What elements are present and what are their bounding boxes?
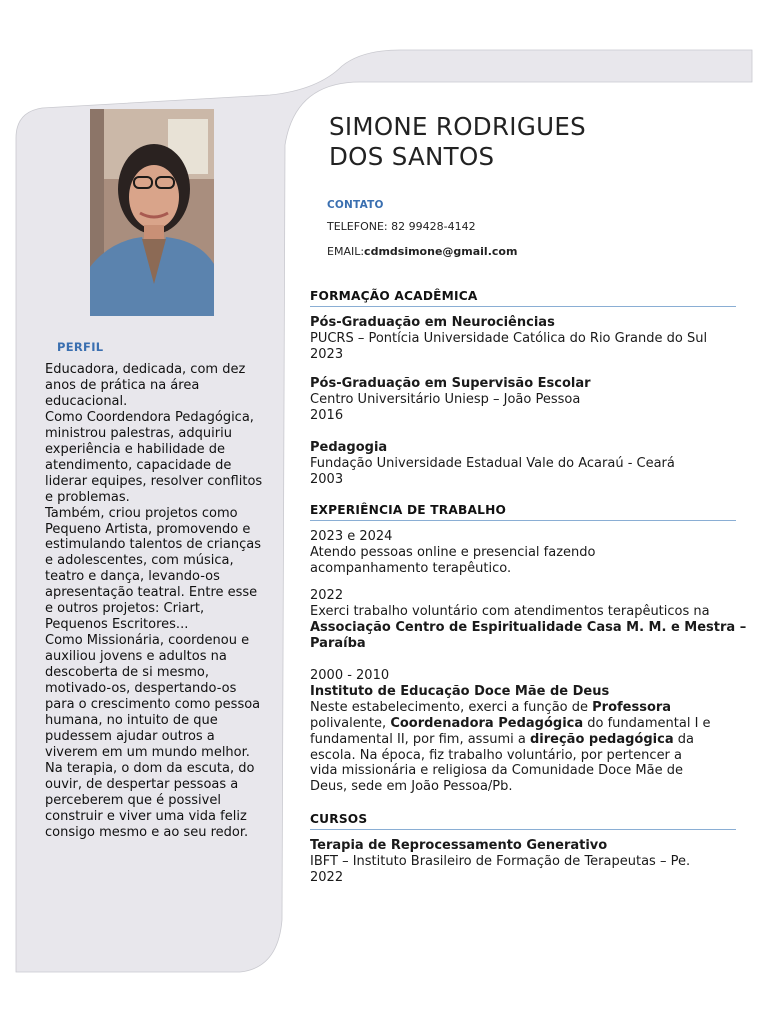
- text-run: do fundamental I e: [583, 715, 711, 731]
- text-run: da: [673, 731, 694, 747]
- description-line: Exerci trabalho voluntário com atendimentos terapêuticos na: [310, 603, 710, 619]
- year: 2003: [310, 471, 344, 487]
- phone-number: TELEFONE: 82 99428-4142: [327, 220, 476, 233]
- institution: PUCRS – Pontícia Universidade Católica do Rio Grande do Sul: [310, 330, 708, 346]
- name-line-1: SIMONE RODRIGUES: [329, 112, 586, 141]
- organization-name: Instituto de Educação Doce Mãe de Deus: [310, 683, 610, 699]
- description-line: [310, 716, 736, 732]
- experience-item: [310, 529, 736, 577]
- description-line: vida missionária e religiosa da Comunidade Doce Mãe de: [310, 763, 683, 779]
- education-item: [310, 315, 736, 363]
- courses-section: [310, 812, 736, 830]
- course-item: [310, 838, 736, 886]
- experience-section: [310, 503, 736, 521]
- description-line: Deus, sede em João Pessoa/Pb.: [310, 779, 513, 795]
- institution: IBFT – Instituto Brasileiro de Formação de Terapeutas – Pe.: [310, 853, 691, 869]
- experience-item: [310, 668, 736, 795]
- profile-paragraph: Na terapia, o dom da escuta, do ouvir, de despertar pessoas a perceberem que é possivel construir e viver uma vida feliz consigo mesmo e ao seu redor.: [45, 760, 255, 840]
- profile-paragraph: Como Coordendora Pedagógica, ministrou palestras, adquiriu experiência e habilidade de atendimento, capacidade de liderar equipes, resolver conflitos e problemas.: [45, 409, 263, 505]
- description-line: [310, 700, 736, 716]
- bold-run: direção pedagógica: [529, 731, 674, 747]
- institution: Fundação Universidade Estadual Vale do Acaraú - Ceará: [310, 455, 675, 471]
- period: 2000 - 2010: [310, 668, 390, 683]
- text-run: Neste estabelecimento, exerci a função de: [310, 699, 593, 715]
- contact-label: CONTATO: [327, 199, 384, 211]
- institution: Centro Universitário Uniesp – João Pessoa: [310, 391, 581, 407]
- text-run: polivalente,: [310, 715, 391, 731]
- period: 2022: [310, 588, 344, 603]
- text-run: fundamental II, por fim, assumi a: [310, 731, 530, 747]
- section-title: EXPERIÊNCIA DE TRABALHO: [310, 503, 736, 521]
- bold-run: Professora: [592, 699, 672, 715]
- profile-paragraph: Educadora, dedicada, com dez anos de prática na área educacional.: [45, 362, 246, 409]
- profile-paragraph: Como Missionária, coordenou e auxiliou jovens e adultos na descoberta de si mesmo, motivado-os, despertando-os para o crescimento como pessoa humana, no intuito de que pudessem ajudar outros a viverem em um mundo melhor.: [45, 633, 261, 760]
- profile-paragraph: Também, criou projetos como Pequeno Artista, promovendo e estimulando talentos de crianças e adolescentes, com música, teatro e dança, levando-os apresentação teatral. Entre esse e outros projetos: Criart, Pequenos Escritores...: [45, 505, 261, 633]
- year: 2023: [310, 346, 344, 362]
- section-title: CURSOS: [310, 812, 736, 830]
- description-line: escola. Na época, fiz trabalho voluntário, por pertencer a: [310, 747, 683, 763]
- candidate-name: [329, 112, 586, 172]
- education-item: [310, 376, 736, 424]
- year: 2016: [310, 407, 344, 423]
- description-line: Atendo pessoas online e presencial fazendo: [310, 544, 596, 560]
- email-value: cdmdsimone@gmail.com: [364, 245, 518, 258]
- description-line: [310, 732, 736, 748]
- course-name: Pós-Graduação em Neurociências: [310, 315, 555, 330]
- organization-name: Associação Centro de Espiritualidade Casa M. M. e Mestra –: [310, 619, 747, 635]
- section-title: FORMAÇÃO ACADÊMICA: [310, 289, 736, 307]
- bold-run: Coordenadora Pedagógica: [390, 715, 584, 731]
- course-name: Pedagogia: [310, 440, 388, 455]
- description-line: acompanhamento terapêutico.: [310, 560, 512, 576]
- course-name: Terapia de Reprocessamento Generativo: [310, 838, 608, 853]
- period: 2023 e 2024: [310, 529, 393, 544]
- experience-item: [310, 588, 747, 652]
- profile-photo: [90, 109, 214, 316]
- course-name: Pós-Graduação em Supervisão Escolar: [310, 376, 591, 391]
- profile-label: PERFIL: [57, 340, 104, 354]
- profile-text: [45, 362, 267, 841]
- email-label: EMAIL:: [327, 245, 365, 258]
- education-item: [310, 440, 736, 488]
- name-line-2: DOS SANTOS: [329, 142, 495, 171]
- organization-name: Paraíba: [310, 635, 366, 651]
- email-address: [327, 245, 517, 258]
- year: 2022: [310, 869, 344, 885]
- education-section: [310, 289, 736, 307]
